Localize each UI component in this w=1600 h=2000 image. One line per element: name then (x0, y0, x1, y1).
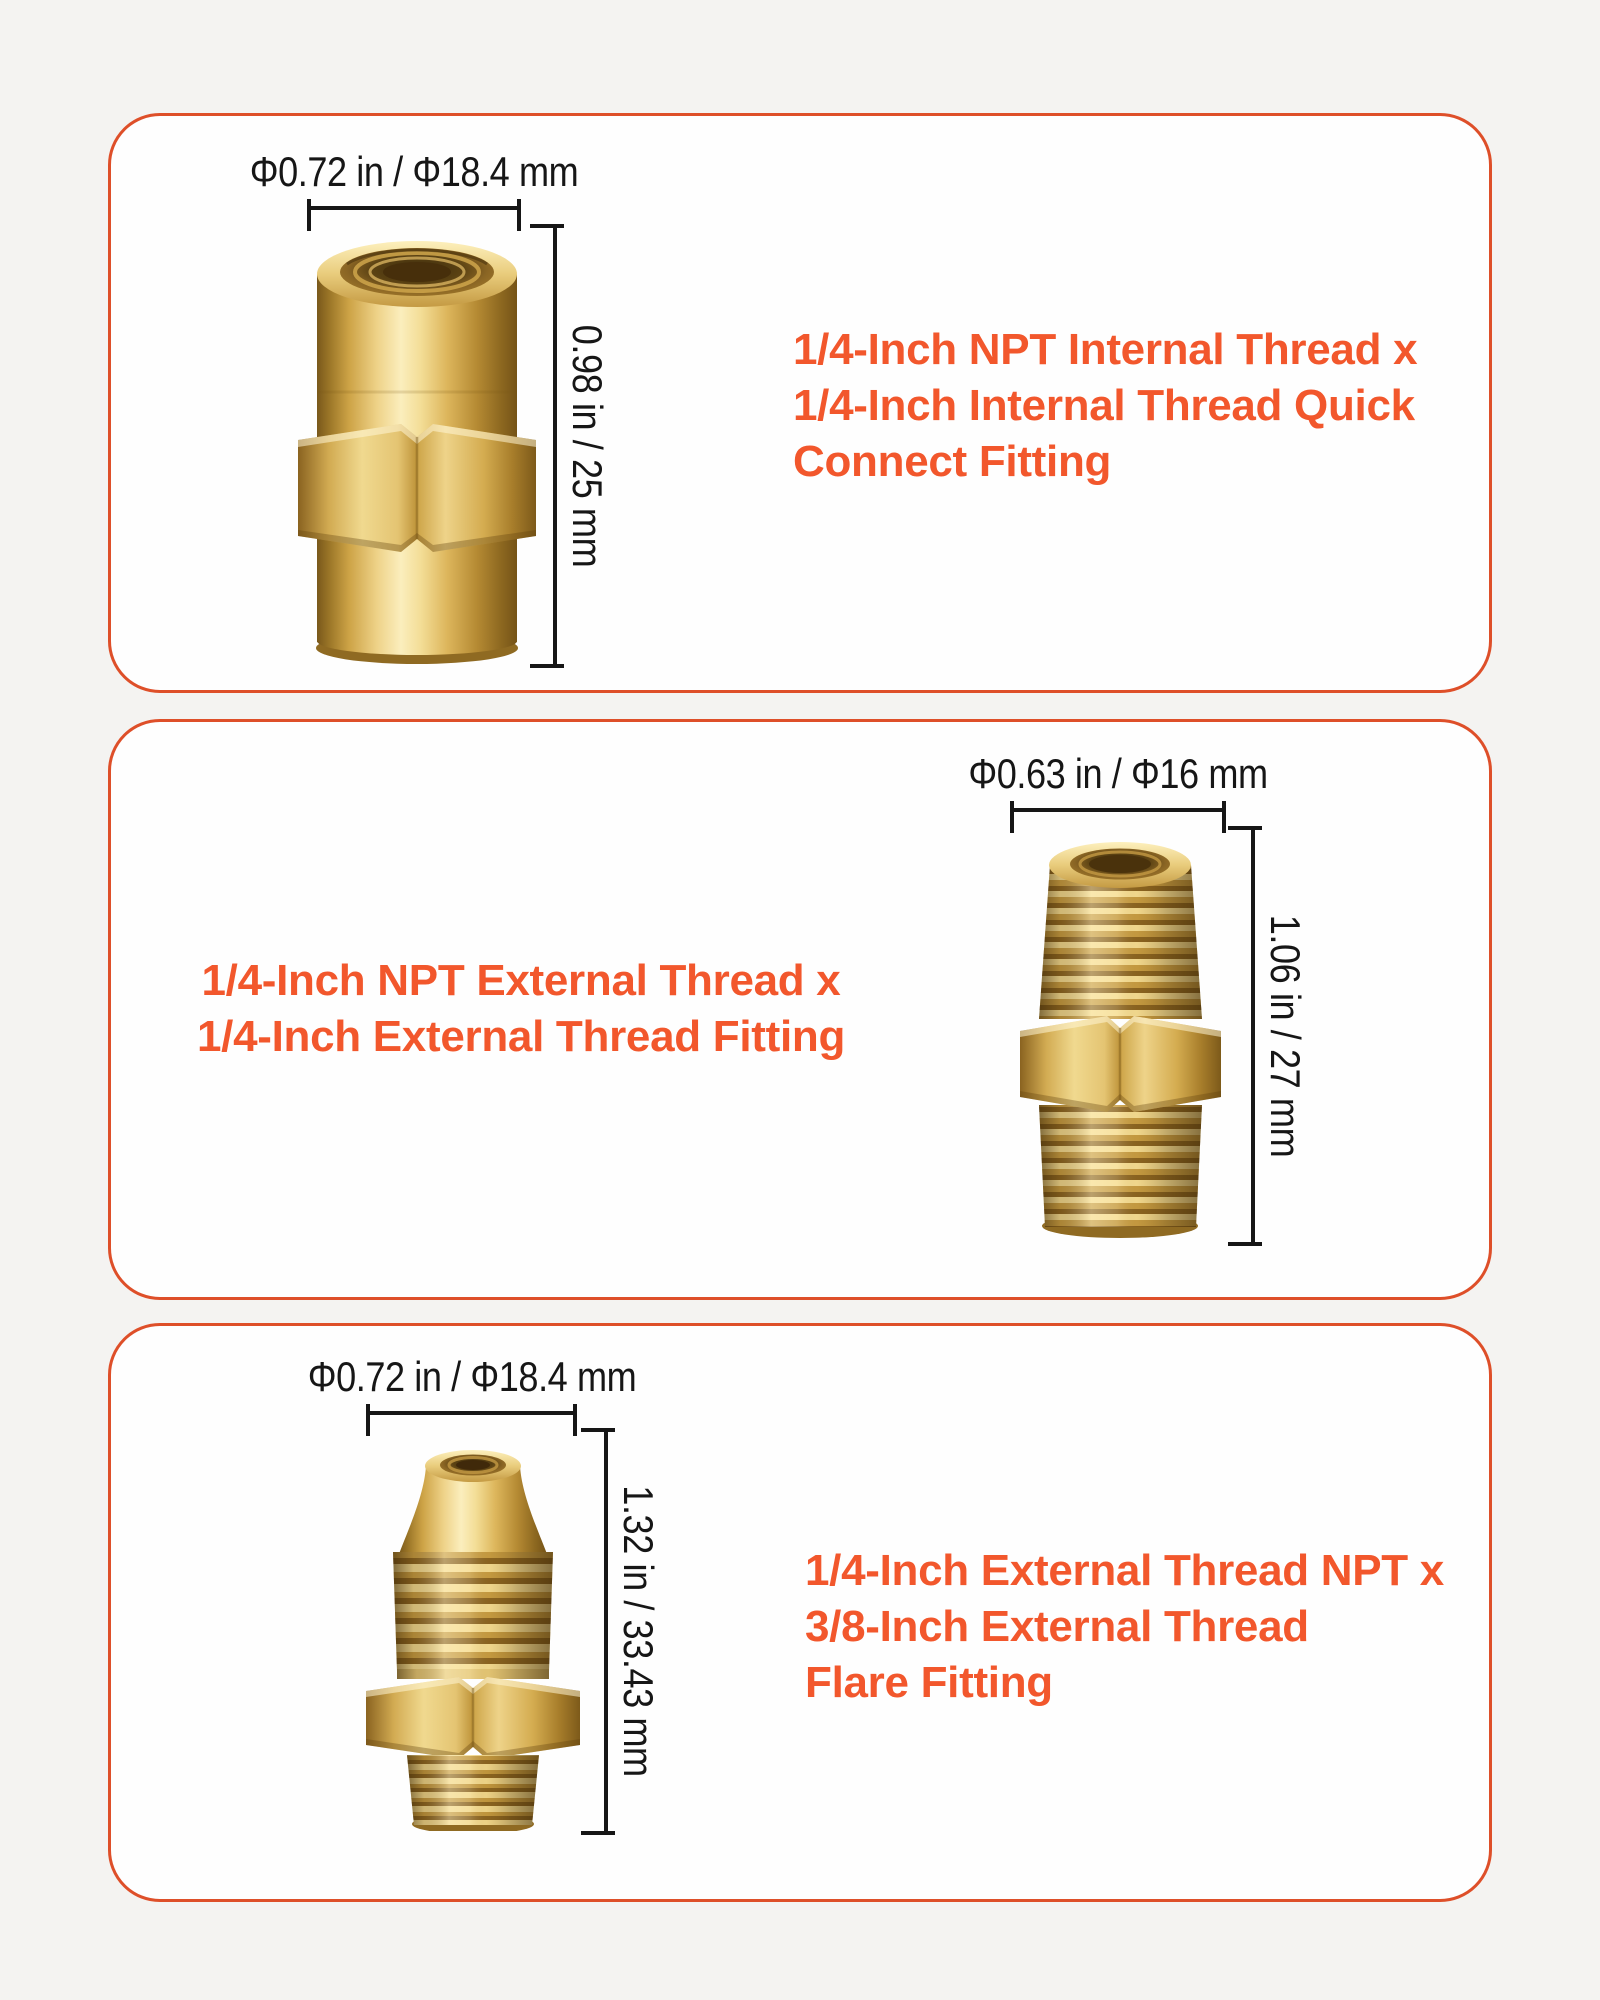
description-line: 1/4-Inch External Thread Fitting (196, 1012, 846, 1061)
description-line: Flare Fitting (805, 1658, 1053, 1707)
nipple-hex-nut (1020, 1016, 1221, 1112)
coupling-top-opening (317, 241, 517, 307)
description-line: 1/4-Inch Internal Thread Quick (793, 381, 1415, 430)
flare-top-opening (425, 1450, 521, 1482)
description-line: 1/4-Inch NPT Internal Thread x (793, 325, 1418, 374)
height-dimension-label: 1.32 in / 33.43 mm (615, 1485, 662, 1777)
coupling-hex-nut (298, 424, 536, 552)
product-description (793, 322, 1417, 490)
description-line: Connect Fitting (793, 437, 1112, 486)
nipple-top-threads (1039, 865, 1202, 1019)
flare-thread-section (393, 1552, 553, 1671)
brass-hex-nipple-image (1020, 835, 1221, 1242)
height-dimension-label: 1.06 in / 27 mm (1262, 914, 1309, 1158)
nipple-top-opening (1049, 842, 1191, 888)
width-dimension-label: Φ0.63 in / Φ16 mm (968, 750, 1268, 797)
width-dimension-label: Φ0.72 in / Φ18.4 mm (249, 148, 579, 195)
width-dimension-line (307, 206, 521, 210)
product-card-hex-nipple (108, 719, 1492, 1300)
flare-collar (397, 1669, 549, 1679)
brass-coupling-image (298, 234, 536, 671)
width-dimension-label: Φ0.72 in / Φ18.4 mm (307, 1353, 636, 1400)
width-dimension-line (366, 1411, 577, 1415)
flare-npt-threads (407, 1755, 539, 1825)
nipple-bottom-threads (1039, 1105, 1202, 1227)
height-dimension-line (553, 224, 557, 668)
product-description (805, 1543, 1444, 1711)
height-dimension-line (1251, 826, 1255, 1246)
description-line: 1/4-Inch NPT External Thread x (201, 956, 841, 1005)
description-line: 1/4-Inch External Thread NPT x (805, 1546, 1444, 1595)
width-dimension-line (1010, 808, 1226, 812)
product-card-internal-coupling (108, 113, 1492, 693)
brass-flare-fitting-image (366, 1438, 580, 1831)
product-card-flare-fitting (108, 1323, 1492, 1902)
height-dimension-label: 0.98 in / 25 mm (564, 324, 611, 568)
product-description (151, 953, 891, 1065)
height-dimension-line (604, 1428, 608, 1835)
flare-hex-nut (366, 1677, 580, 1759)
description-line: 3/8-Inch External Thread (805, 1602, 1309, 1651)
